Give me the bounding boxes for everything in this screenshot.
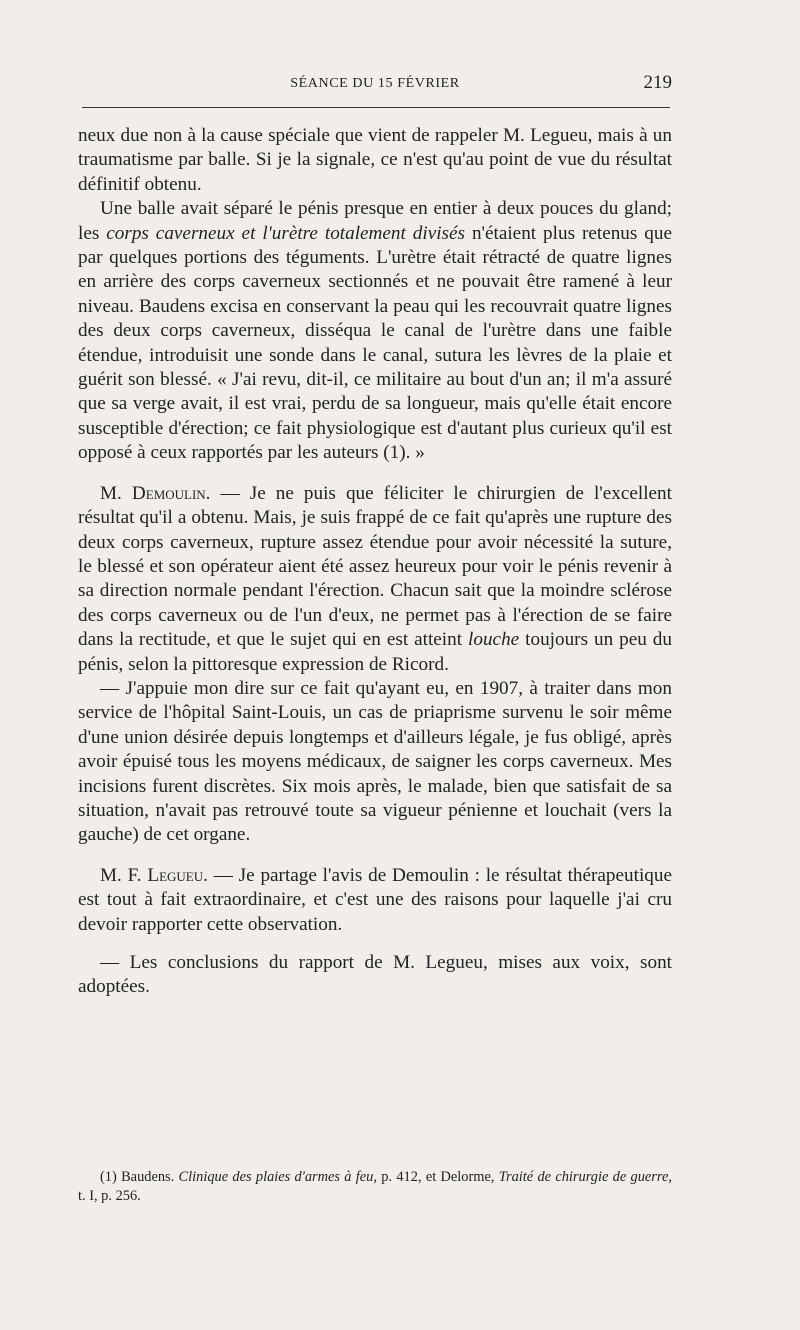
paragraph-2-start: Une balle avait séparé le pénis presque en entier à deux pouces du gland; les xyxy=(78,198,672,244)
footnote-title-2: Traité de chirurgie de guerre, xyxy=(498,1169,672,1185)
paragraph-4: — J'appuie mon dire sur ce fait qu'ayant eu, en 1907, à traiter dans mon service de l'hôpital Saint-Louis, un cas de priaprisme survenu le soir même d'une union désirée depuis longtemps et d'ailleurs légale, je fus obligé, après avoir épuisé tous les moyens médicaux, de saigner les corps caverneux. Mes incisions furent discrètes. Six mois après, le malade, bien que satisfait de sa situation, n'avait pas retrouvé toute sa vigueur pénienne et louchait (vers la gauche) de cet organe. xyxy=(78,677,672,846)
footnote-title-1: Clinique des plaies d'armes à feu, xyxy=(178,1169,377,1185)
running-header xyxy=(78,72,672,100)
running-title: SÉANCE DU 15 FÉVRIER xyxy=(290,76,460,91)
paragraph-5-text: — Je partage l'avis de Demoulin : le résultat thérapeutique est tout à fait extraordinaire, et c'est une des raisons pour laquelle j'ai cru devoir rapporter cette observation. xyxy=(78,864,672,935)
paragraph-1: neux due non à la cause spéciale que vient de rappeler M. Legueu, mais à un traumatisme par balle. Si je la signale, ce n'est qu'au point de vue du résultat définitif obtenu. xyxy=(78,125,672,195)
paragraph-3-end: toujours un peu du pénis, selon la pittoresque expression de Ricord. xyxy=(78,629,672,675)
speaker-demoulin: M. Demoulin. xyxy=(100,482,211,504)
footnote-ref-2: t. I, p. 256. xyxy=(78,1188,141,1204)
document-page xyxy=(78,0,672,1330)
header-rule xyxy=(82,107,670,108)
body-text xyxy=(78,124,672,1000)
paragraph-2-end: n'étaient plus retenus que par quelques portions des téguments. L'urètre était rétracté de quatre lignes en arrière des corps caverneux sectionnés et ne pouvait être ramené à leur niveau. Baudens excisa en conservant la peau qui les recouvrait quatre lignes des deux corps caverneux, disséqua le canal de l'urètre dans une faible étendue, introduisit une sonde dans le canal, sutura les lèvres de la plaie et guérit son blessé. « J'ai revu, dit-il, ce militaire au bout d'un an; il m'a assuré que sa verge avait, il est vrai, perdu de sa longueur, mais qu'elle était encore susceptible d'érection; ce fait physiologique est d'autant plus curieux qu'il est opposé à ceux rapportés par les auteurs (1). » xyxy=(78,222,672,464)
paragraph-6: — Les conclusions du rapport de M. Legueu, mises aux voix, sont adoptées. xyxy=(78,952,672,998)
footnote-mark: (1) xyxy=(100,1169,117,1185)
footnote-ref-1: p. 412, et Delorme, xyxy=(381,1169,495,1185)
paragraph-5 xyxy=(78,864,672,937)
footnote xyxy=(78,1168,672,1206)
page-number: 219 xyxy=(643,72,672,93)
paragraph-2 xyxy=(78,197,672,465)
footnote-author: Baudens. xyxy=(121,1169,175,1185)
paragraph-3 xyxy=(78,482,672,677)
paragraph-3-text: — Je ne puis que féliciter le chirurgien de l'excellent résultat qu'il a obtenu. Mais, je suis frappé de ce fait qu'après une rupture des deux corps caverneux, rupture assez étendue pour avoir nécessité la suture, le blessé et son opérateur aient été assez heureux pour voir le pénis revenir à sa direction normale pendant l'érection. Chacun sait que la moindre sclérose des corps caverneux ou de l'un d'eux, ne permet pas à l'érection de se faire dans la rectitude, et que le sujet qui en est atteint xyxy=(78,482,672,651)
paragraph-3-italic: louche xyxy=(468,629,520,651)
speaker-legueu: M. F. Legueu. xyxy=(100,864,208,886)
paragraph-2-italic: corps caverneux et l'urètre totalement divisés xyxy=(106,222,466,244)
